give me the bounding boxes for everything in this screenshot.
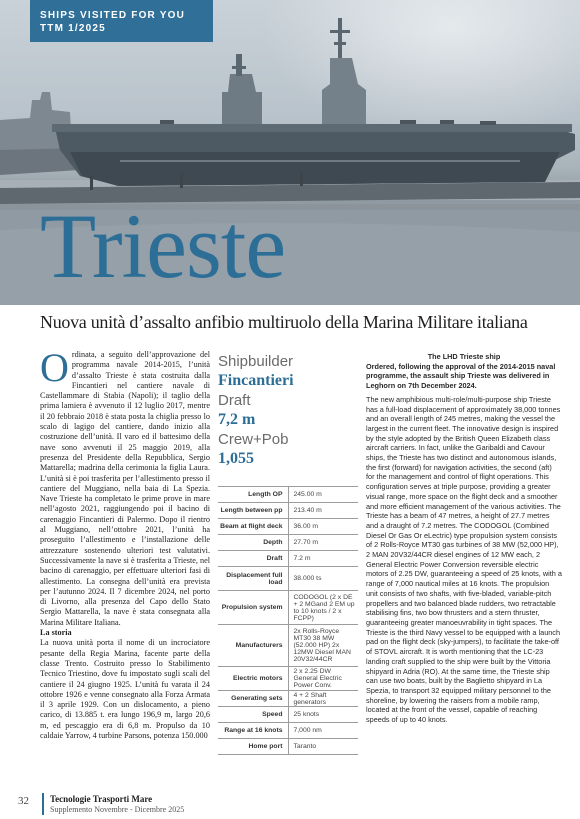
spec-key: Range at 16 knots [218,723,288,739]
section-tag [30,0,213,42]
spec-key: Manufacturers [218,625,288,667]
footer-divider [42,793,44,815]
spec-value: Taranto [288,739,358,755]
specs-row [218,487,358,503]
english-title: The LHD Trieste ship [427,352,501,361]
spec-key: Electric motors [218,667,288,691]
spec-key: Speed [218,707,288,723]
section-tag-line1: SHIPS VISITED FOR YOU [40,10,186,21]
section-heading: La storia [40,628,72,638]
spec-key: Home port [218,739,288,755]
english-body: The new amphibious multi-role/multi-purpose ship Trieste has a full-load displacement of approximately 38,000 tonnes and an overall length of 245 metres, making the vessel the largest in the current fleet. The innovative design is inspired by the style adopted by the British Queen Elizabeth class aircraft carriers. In fact, unlike the Garibaldi and Cavour ships, the Trieste has two distinct and autonomous islands, the first (forward) for navigation activities, the second (aft) for the management and control of flight operations. This configuration serves at triple purpose, providing a greater visual range, more space on the flight deck and a smoother and more efficient management of the various activities. The Trieste has a beam of 47 metres, a height of 27.7 metres and a draught of 7.2 metres. The CODOGOL (Combined Diesel Or Gas Or eLectric) type propulsion system consists of 2 Rolls-Royce MT30 gas turbines of 38 MW (52,000 HP), 2 MAN 20V32/44CR diesel engines of 12 MW each, 2 General Electric Power Conversion reversible electric motors of 2.25 DW, guaranteeing a speed of 25 knots, with a range of 7,000 nautical miles at 16 knots. The propulsion unit consists of two shafts, with five-bladed, variable-pitch propellers and two balanced blade rudders, two retractable stabilising fins, two bow thrusters and a stern thruster, guaranteeing greater manoeuvrability in tight spaces. The Trieste is the third Navy vessel to be equipped with a launch pad on the flight deck (sky-jumpers), to facilitate the take-off of STOVL aircraft. It is worth mentioning that the LC-23 landing craft supplied to the ship were built by the Vittoria shipyard in Adria (RO). At the same time, the Trieste ship can use two boats, built by the Baglietto shipyard in La Spezia, to transport 32 equipped military personnel to the shoreline, by lowering the raisers from a mobile ramp, located at the front of the vessel, capable of reaching speeds of up to 40 knots. [366,394,562,725]
spec-value: 27.70 m [288,535,358,551]
spec-key: Propulsion system [218,591,288,625]
spec-key: Displacement full load [218,567,288,591]
specs-row [218,667,358,691]
spec-value: 7,000 nm [288,723,358,739]
specs-row [218,551,358,567]
specs-row [218,519,358,535]
magazine-name: Tecnologie Trasporti Mare [50,794,153,804]
specs-row [218,591,358,625]
page-number: 32 [18,795,29,807]
spec-value: CODOGOL (2 x DE + 2 MGand 2 EM up to 10 knots / 2 x FCPP) [288,591,358,625]
specs-row [218,625,358,667]
specs-row [218,535,358,551]
key-facts [218,352,338,469]
article-paragraph-1: rdinata, a seguito dell’approvazione del programma navale 2014-2015, l’unità d’assalto Trieste è stata costruita dalla Fincantieri nel cantiere navale di Castellammare di Stabia (Napoli); il taglio della prima lamiera è avvenuto il 12 luglio 2017, mentre il 20 febbraio 2018 è stata posta la chiglia presso lo scalo di lagigo del cantiere, dando inizio alla costruzione dell’unità. Il varo ed il battesimo della nave sono avvenuti il 25 maggio 2019, alla presenza del Presidente della Repubblica, Sergio Mattarella; madrina della cerimonia la figlia Laura. L’unità si è poi trasferita per l’allestimento presso il cantiere del Muggiano, nella baia di La Spezia. Nave Trieste ha completato le prime prove in mare nell’agosto 2021, raggiungendo poi il bacino di carenaggio Fincantieri di Palermo. Dopo il rientro al Muggiano, nell’ottobre 2021, l’unità ha proseguito l’allestimento e l’installazione delle attrezzature sostenendo ulteriori test valutativi. Successivamente la nave si è trasferita a Trieste, nel bacino di carenaggio, per effettuare ulteriori fasi di allestimento. La consegna dell’unità era prevista per l’autunno 2024. Il 7 dicembre 2024, nel porto di Livorno, alla presenza del Capo dello Stato Sergio Mattarella, la nave è stata consegnata alla Marina Militare Italiana. [40,350,210,627]
article-subtitle: Nuova unità d’assalto anfibio multiruolo della Marina Militare italiana [40,312,528,332]
english-lead: Ordered, following the approval of the 2014-2015 naval programme, the assault ship Trieste was delivered in Leghorn on 7th December 2024. [366,361,556,391]
spec-value: 38.000 ts [288,567,358,591]
spec-key: Length OP [218,487,288,503]
spec-value: 245.00 m [288,487,358,503]
crew-label: Crew+Pob [218,431,289,448]
drop-cap: O [40,350,69,390]
specs-row [218,723,358,739]
specs-row [218,503,358,519]
article-title: Trieste [40,195,286,297]
specs-table [218,486,358,755]
english-article-column [366,352,562,792]
spec-key: Draft [218,551,288,567]
spec-key: Depth [218,535,288,551]
shipbuilder-label: Shipbuilder [218,353,294,370]
italian-article-column [40,350,210,790]
spec-value: 213.40 m [288,503,358,519]
draft-label: Draft [218,392,251,409]
spec-key: Beam at flight deck [218,519,288,535]
specs-row [218,567,358,591]
spec-value: 7.2 m [288,551,358,567]
spec-key: Length between pp [218,503,288,519]
spec-value: 25 knots [288,707,358,723]
specs-row [218,739,358,755]
specs-row [218,707,358,723]
section-tag-line2: TTM 1/2025 [40,23,106,34]
page-footer [18,793,578,819]
shipbuilder-value: Fincantieri [218,372,294,389]
spec-value: 2x Rolls-Royce MT30 38 MW (52.000 HP) 2x 12MW Diesel MAN 20V32/44CR [288,625,358,667]
draft-value: 7,2 m [218,411,256,428]
spec-key: Generating sets [218,691,288,707]
article-paragraph-2: La nuova unità porta il nome di un incrociatore pesante della Regia Marina, facente parte della classe Trento. Costruito presso lo Stabilimento Tecnico Triestino, dove fu impostato sugli scali del cantiere il 24 giugno 1925. L’unità fu varata il 24 ottobre 1926 e venne consegnato alla Forza Armata il 3 aprile 1929. Con un dislocamento, a pieno carico, di 13.885 t. era lungo 196,9 m, largo 20,6 m, ed pescaggio era di 6,8 m. Propulso da 10 caldaie Yarrow, 4 turbine Parsons, potenza 150.000 [40,638,210,740]
specs-row [218,691,358,707]
spec-value: 2 x 2.25 DW General Electric Power Conv. [288,667,358,691]
spec-value: 36.00 m [288,519,358,535]
issue-label: Supplemento Novembre - Dicembre 2025 [50,805,185,814]
spec-value: 4 + 2 Shaft generators [288,691,358,707]
crew-value: 1,055 [218,450,254,467]
